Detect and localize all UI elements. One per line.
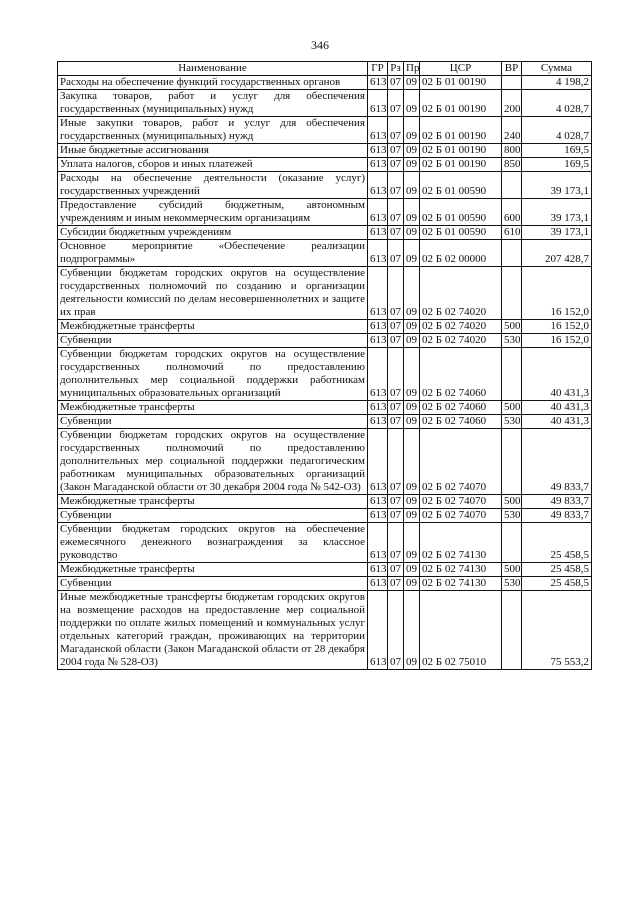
cell-vr — [502, 348, 522, 401]
cell-name: Закупка товаров, работ и услуг для обеспечения государственных (муниципальных) нужд — [58, 90, 368, 117]
cell-rz: 07 — [388, 199, 404, 226]
cell-pr: 09 — [404, 401, 420, 415]
cell-name: Субсидии бюджетным учреждениям — [58, 226, 368, 240]
cell-sum: 40 431,3 — [522, 401, 592, 415]
cell-rz: 07 — [388, 144, 404, 158]
header-gr: ГР — [368, 62, 388, 76]
table-row — [58, 320, 592, 334]
cell-gr: 613 — [368, 226, 388, 240]
cell-pr: 09 — [404, 429, 420, 495]
cell-pr: 09 — [404, 76, 420, 90]
cell-sum: 16 152,0 — [522, 334, 592, 348]
table-row — [58, 577, 592, 591]
table-row — [58, 76, 592, 90]
cell-vr: 500 — [502, 563, 522, 577]
cell-gr: 613 — [368, 144, 388, 158]
page-number: 346 — [311, 38, 329, 52]
cell-rz: 07 — [388, 267, 404, 320]
header-rz: Рз — [388, 62, 404, 76]
cell-gr: 613 — [368, 509, 388, 523]
cell-csr: 02 Б 01 00190 — [420, 117, 502, 144]
cell-csr: 02 Б 02 74130 — [420, 523, 502, 563]
cell-vr: 530 — [502, 334, 522, 348]
cell-gr: 613 — [368, 415, 388, 429]
cell-sum: 49 833,7 — [522, 495, 592, 509]
cell-vr — [502, 523, 522, 563]
cell-rz: 07 — [388, 577, 404, 591]
cell-rz: 07 — [388, 495, 404, 509]
cell-name: Расходы на обеспечение функций государственных органов — [58, 76, 368, 90]
cell-vr: 500 — [502, 320, 522, 334]
cell-pr: 09 — [404, 144, 420, 158]
cell-gr: 613 — [368, 591, 388, 670]
cell-csr: 02 Б 02 74130 — [420, 563, 502, 577]
cell-pr: 09 — [404, 240, 420, 267]
cell-gr: 613 — [368, 158, 388, 172]
cell-csr: 02 Б 01 00190 — [420, 144, 502, 158]
table-row — [58, 117, 592, 144]
cell-name: Субвенции бюджетам городских округов на осуществление государственных полномочий по предоставлению дополнительных мер социальной поддержки педагогическим работникам муниципальных образовательных организаций (Закон Магаданской области от 30 декабря 2004 года № 542-ОЗ) — [58, 429, 368, 495]
cell-name: Основное мероприятие «Обеспечение реализации подпрограммы» — [58, 240, 368, 267]
cell-pr: 09 — [404, 563, 420, 577]
cell-sum: 169,5 — [522, 144, 592, 158]
cell-vr — [502, 267, 522, 320]
cell-gr: 613 — [368, 334, 388, 348]
cell-rz: 07 — [388, 348, 404, 401]
cell-csr: 02 Б 01 00190 — [420, 158, 502, 172]
cell-sum: 25 458,5 — [522, 563, 592, 577]
table-row — [58, 523, 592, 563]
cell-rz: 07 — [388, 226, 404, 240]
cell-rz: 07 — [388, 76, 404, 90]
cell-vr: 600 — [502, 199, 522, 226]
cell-name: Субвенции — [58, 509, 368, 523]
cell-name: Субвенции — [58, 334, 368, 348]
header-pr: Пр — [404, 62, 420, 76]
cell-gr: 613 — [368, 348, 388, 401]
header-sum: Сумма — [522, 62, 592, 76]
cell-vr: 610 — [502, 226, 522, 240]
table-row — [58, 591, 592, 670]
cell-csr: 02 Б 01 00590 — [420, 172, 502, 199]
header-name: Наименование — [58, 62, 368, 76]
cell-pr: 09 — [404, 334, 420, 348]
cell-pr: 09 — [404, 226, 420, 240]
cell-pr: 09 — [404, 158, 420, 172]
cell-csr: 02 Б 02 75010 — [420, 591, 502, 670]
cell-sum: 49 833,7 — [522, 429, 592, 495]
cell-pr: 09 — [404, 267, 420, 320]
cell-rz: 07 — [388, 158, 404, 172]
cell-name: Субвенции — [58, 415, 368, 429]
cell-csr: 02 Б 01 00590 — [420, 199, 502, 226]
cell-gr: 613 — [368, 523, 388, 563]
cell-sum: 16 152,0 — [522, 267, 592, 320]
cell-gr: 613 — [368, 320, 388, 334]
table-row — [58, 158, 592, 172]
cell-rz: 07 — [388, 117, 404, 144]
cell-name: Предоставление субсидий бюджетным, автономным учреждениям и иным некоммерческим организациям — [58, 199, 368, 226]
cell-pr: 09 — [404, 199, 420, 226]
budget-table — [57, 61, 592, 670]
cell-pr: 09 — [404, 509, 420, 523]
cell-sum: 39 173,1 — [522, 226, 592, 240]
cell-gr: 613 — [368, 401, 388, 415]
cell-sum: 49 833,7 — [522, 509, 592, 523]
cell-gr: 613 — [368, 495, 388, 509]
cell-vr: 800 — [502, 144, 522, 158]
cell-vr: 500 — [502, 495, 522, 509]
cell-pr: 09 — [404, 523, 420, 563]
cell-pr: 09 — [404, 415, 420, 429]
cell-csr: 02 Б 01 00190 — [420, 90, 502, 117]
table-row — [58, 348, 592, 401]
table-row — [58, 495, 592, 509]
cell-gr: 613 — [368, 577, 388, 591]
cell-csr: 02 Б 01 00590 — [420, 226, 502, 240]
cell-pr: 09 — [404, 172, 420, 199]
cell-csr: 02 Б 02 74020 — [420, 320, 502, 334]
cell-pr: 09 — [404, 591, 420, 670]
cell-sum: 39 173,1 — [522, 172, 592, 199]
cell-name: Иные бюджетные ассигнования — [58, 144, 368, 158]
table-body — [58, 76, 592, 670]
cell-name: Межбюджетные трансферты — [58, 495, 368, 509]
cell-csr: 02 Б 02 00000 — [420, 240, 502, 267]
table-row — [58, 401, 592, 415]
table-row — [58, 563, 592, 577]
cell-name: Уплата налогов, сборов и иных платежей — [58, 158, 368, 172]
cell-vr: 530 — [502, 509, 522, 523]
cell-sum: 169,5 — [522, 158, 592, 172]
cell-pr: 09 — [404, 90, 420, 117]
cell-csr: 02 Б 02 74020 — [420, 334, 502, 348]
cell-vr: 850 — [502, 158, 522, 172]
cell-vr: 530 — [502, 415, 522, 429]
cell-pr: 09 — [404, 320, 420, 334]
cell-gr: 613 — [368, 76, 388, 90]
table-row — [58, 172, 592, 199]
cell-name: Межбюджетные трансферты — [58, 320, 368, 334]
cell-sum: 40 431,3 — [522, 415, 592, 429]
cell-csr: 02 Б 01 00190 — [420, 76, 502, 90]
cell-csr: 02 Б 02 74070 — [420, 509, 502, 523]
cell-name: Расходы на обеспечение деятельности (оказание услуг) государственных учреждений — [58, 172, 368, 199]
cell-rz: 07 — [388, 523, 404, 563]
cell-sum: 4 028,7 — [522, 90, 592, 117]
cell-sum: 4 028,7 — [522, 117, 592, 144]
cell-rz: 07 — [388, 415, 404, 429]
cell-name: Иные межбюджетные трансферты бюджетам городских округов на возмещение расходов на предоставление мер социальной поддержки по оплате жилых помещений и коммунальных услуг отдельных категорий граждан, проживающих на территории Магаданской области (Закон Магаданской области от 28 декабря 2004 года № 528-ОЗ) — [58, 591, 368, 670]
cell-gr: 613 — [368, 117, 388, 144]
cell-pr: 09 — [404, 117, 420, 144]
cell-rz: 07 — [388, 240, 404, 267]
cell-vr — [502, 591, 522, 670]
table-row — [58, 334, 592, 348]
table-row — [58, 90, 592, 117]
cell-rz: 07 — [388, 591, 404, 670]
cell-name: Межбюджетные трансферты — [58, 563, 368, 577]
table-row — [58, 267, 592, 320]
cell-sum: 16 152,0 — [522, 320, 592, 334]
table-row — [58, 415, 592, 429]
table-row — [58, 509, 592, 523]
cell-rz: 07 — [388, 429, 404, 495]
cell-vr — [502, 76, 522, 90]
header-csr: ЦСР — [420, 62, 502, 76]
cell-rz: 07 — [388, 401, 404, 415]
cell-csr: 02 Б 02 74130 — [420, 577, 502, 591]
cell-gr: 613 — [368, 199, 388, 226]
cell-gr: 613 — [368, 172, 388, 199]
cell-gr: 613 — [368, 267, 388, 320]
table-row — [58, 199, 592, 226]
cell-name: Субвенции бюджетам городских округов на обеспечение ежемесячного денежного вознаграждения за классное руководство — [58, 523, 368, 563]
cell-csr: 02 Б 02 74070 — [420, 429, 502, 495]
cell-csr: 02 Б 02 74060 — [420, 415, 502, 429]
cell-sum: 207 428,7 — [522, 240, 592, 267]
cell-sum: 25 458,5 — [522, 523, 592, 563]
cell-rz: 07 — [388, 90, 404, 117]
cell-rz: 07 — [388, 172, 404, 199]
cell-gr: 613 — [368, 429, 388, 495]
table-row — [58, 429, 592, 495]
cell-name: Субвенции бюджетам городских округов на осуществление государственных полномочий по созданию и организации деятельности комиссий по делам несовершеннолетних и защите их прав — [58, 267, 368, 320]
cell-gr: 613 — [368, 90, 388, 117]
cell-vr: 240 — [502, 117, 522, 144]
cell-name: Субвенции — [58, 577, 368, 591]
cell-vr: 500 — [502, 401, 522, 415]
cell-vr — [502, 172, 522, 199]
table-row — [58, 144, 592, 158]
cell-gr: 613 — [368, 240, 388, 267]
cell-pr: 09 — [404, 577, 420, 591]
header-vr: ВР — [502, 62, 522, 76]
cell-sum: 39 173,1 — [522, 199, 592, 226]
cell-vr: 530 — [502, 577, 522, 591]
cell-gr: 613 — [368, 563, 388, 577]
cell-pr: 09 — [404, 348, 420, 401]
cell-sum: 25 458,5 — [522, 577, 592, 591]
cell-sum: 40 431,3 — [522, 348, 592, 401]
cell-csr: 02 Б 02 74060 — [420, 401, 502, 415]
cell-rz: 07 — [388, 563, 404, 577]
table-row — [58, 240, 592, 267]
cell-name: Межбюджетные трансферты — [58, 401, 368, 415]
cell-vr: 200 — [502, 90, 522, 117]
cell-csr: 02 Б 02 74020 — [420, 267, 502, 320]
cell-rz: 07 — [388, 334, 404, 348]
cell-rz: 07 — [388, 509, 404, 523]
cell-csr: 02 Б 02 74070 — [420, 495, 502, 509]
cell-pr: 09 — [404, 495, 420, 509]
cell-sum: 4 198,2 — [522, 76, 592, 90]
cell-sum: 75 553,2 — [522, 591, 592, 670]
cell-name: Иные закупки товаров, работ и услуг для обеспечения государственных (муниципальных) нужд — [58, 117, 368, 144]
cell-csr: 02 Б 02 74060 — [420, 348, 502, 401]
cell-vr — [502, 429, 522, 495]
cell-vr — [502, 240, 522, 267]
table-row — [58, 226, 592, 240]
cell-rz: 07 — [388, 320, 404, 334]
cell-name: Субвенции бюджетам городских округов на осуществление государственных полномочий по предоставлению дополнительных мер социальной поддержки работникам муниципальных образовательных организаций — [58, 348, 368, 401]
table-header-row — [58, 62, 592, 76]
